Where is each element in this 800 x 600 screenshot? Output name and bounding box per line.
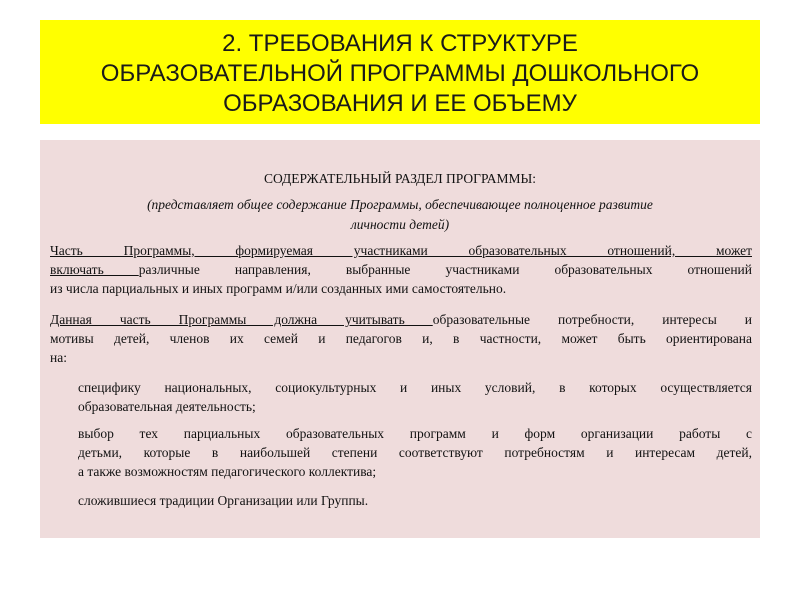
section-subtitle [60, 195, 740, 235]
bullet3-line-1: сложившиеся традиции Организации или Группы. [78, 493, 369, 508]
bullet2-line-1: выбор тех парциальных образовательных программ и форм организации работы с [78, 426, 752, 441]
paragraph2-line-1-rest: образовательные потребности, интересы и [432, 312, 752, 327]
list-item [50, 378, 752, 416]
paragraph2-underlined-phrase: Данная часть Программы должна учитывать [50, 312, 433, 327]
paragraph1-line-2 [50, 260, 752, 279]
title-line-1: 2. ТРЕБОВАНИЯ К СТРУКТУРЕ [222, 30, 578, 57]
bullet2-line-2: детьми, которые в наибольшей степени соответствуют потребностям и интересам детей, [78, 445, 752, 460]
slide-title [40, 20, 760, 124]
paragraph-consider [50, 310, 752, 367]
paragraph1-underlined-word: включать [50, 262, 139, 277]
list-item [50, 491, 752, 510]
paragraph2-line-3: на: [50, 350, 67, 365]
subtitle-line-1: (представляет общее содержание Программы, обеспечивающее полноценное развитие [147, 197, 653, 212]
bullet2-line-3: а также возможностям педагогического коллектива; [78, 464, 377, 479]
title-line-3: ОБРАЗОВАНИЯ И ЕЕ ОБЪЕМУ [223, 90, 577, 117]
list-item [50, 424, 752, 481]
paragraph1-line-2-rest: различные направления, выбранные участниками образовательных отношений [138, 262, 752, 277]
bullet1-line-2: образовательная деятельность; [78, 399, 256, 414]
paragraph-variable-part [50, 241, 752, 298]
content-panel [40, 140, 760, 538]
title-line-2: ОБРАЗОВАТЕЛЬНОЙ ПРОГРАММЫ ДОШКОЛЬНОГО [100, 60, 700, 87]
bullet1-line-1: специфику национальных, социокультурных и иных условий, в которых осуществляется [78, 380, 752, 395]
paragraph1-line-3: из числа парциальных и иных программ и/или созданных ими самостоятельно. [50, 281, 507, 296]
section-heading: СОДЕРЖАТЕЛЬНЫЙ РАЗДЕЛ ПРОГРАММЫ: [263, 171, 537, 186]
subtitle-line-2: личности детей) [350, 217, 450, 232]
paragraph1-line-1: Часть Программы, формируемая участниками образовательных отношений, может [50, 243, 752, 258]
paragraph2-line-1 [50, 310, 752, 329]
paragraph2-line-2: мотивы детей, членов их семей и педагогов и, в частности, может быть ориентирована [50, 331, 752, 346]
